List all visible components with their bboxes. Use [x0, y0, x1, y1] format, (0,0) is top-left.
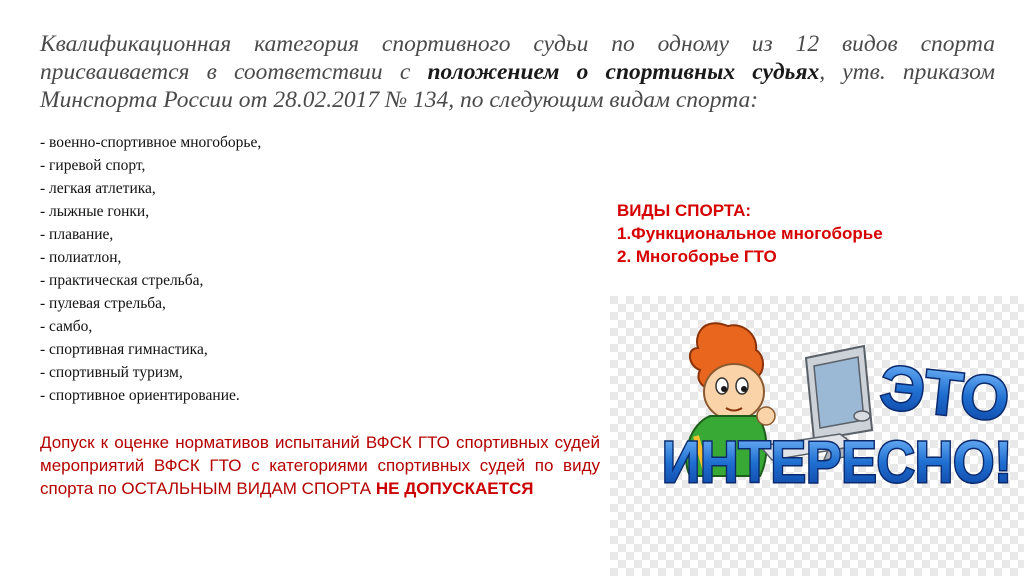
list-item: - гиревой спорт,	[40, 157, 146, 174]
list-item: - спортивное ориентирование.	[40, 387, 240, 404]
list-item: - лыжные гонки,	[40, 203, 150, 220]
interesting-illustration	[610, 296, 1024, 576]
sport-type-item: 1.Функциональное многоборье	[617, 224, 883, 243]
notice-emphasis: НЕ ДОПУСКАЕТСЯ	[375, 479, 534, 498]
list-item: - самбо,	[40, 318, 93, 335]
illustration-text-line2: ИНТЕРЕСНО!	[662, 430, 1012, 495]
heading-bold-phrase: положением о спортивных судьях	[427, 59, 820, 85]
list-item: - военно-спортивное многоборье,	[40, 134, 262, 151]
heading-text-end: , утв. приказом Минспорта России от 28.02.2017 № 134, по следующим видам спорта:	[40, 59, 995, 113]
list-item: - пулевая стрельба,	[40, 295, 166, 312]
sport-types-title: ВИДЫ СПОРТА:	[617, 201, 752, 220]
notice-text: Допуск к оценке нормативов испытаний ВФСК ГТО спортивных судей мероприятий ВФСК ГТО с категориями спортивных судей по виду спорта по ОСТАЛЬНЫМ ВИДАМ СПОРТА	[40, 433, 600, 498]
illustration-text-line1: ЭТО	[876, 352, 1013, 436]
slide-heading	[40, 30, 995, 114]
list-item: - полиатлон,	[40, 249, 122, 266]
sport-type-item: 2. Многоборье ГТО	[617, 247, 777, 266]
admission-notice	[40, 431, 600, 500]
list-item: - спортивная гимнастика,	[40, 341, 208, 358]
list-item: - спортивный туризм,	[40, 364, 183, 381]
sport-types-box	[617, 199, 883, 268]
list-item: - легкая атлетика,	[40, 180, 156, 197]
list-item: - плавание,	[40, 226, 114, 243]
list-item: - практическая стрельба,	[40, 272, 204, 289]
sport-list	[40, 131, 261, 407]
heading-text-start: Квалификационная категория спортивного судьи по одному из 12 видов спорта присваивается в соответствии с	[40, 31, 995, 85]
